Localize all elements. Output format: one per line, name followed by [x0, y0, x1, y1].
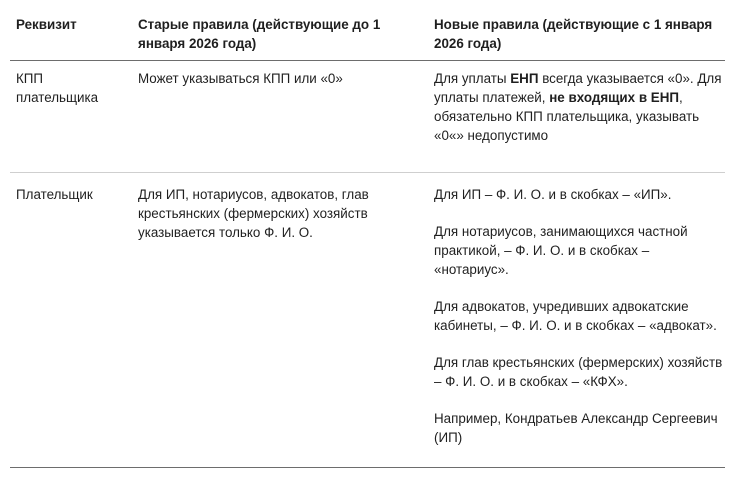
table-row-payer — [10, 173, 725, 468]
new-rule-example: Например, Кондратьев Александр Сергеевич (ИП) — [434, 411, 718, 445]
new-rule-kpp: Для уплаты ЕНП всегда указывается «0». Для уплаты платежей, не входящих в ЕНП, обязательно КПП плательщика, указывать «0«» недопустимо — [434, 71, 722, 143]
header-new-rules: Новые правила (действующие с 1 января 2026 года) — [434, 17, 713, 51]
requisite-kpp: КПП плательщика — [16, 71, 99, 105]
requisite-payer: Плательщик — [16, 187, 93, 202]
old-rule-payer: Для ИП, нотариусов, адвокатов, глав крестьянских (фермерских) хозяйств указывается только Ф. И. О. — [138, 187, 369, 240]
table-row-kpp — [10, 61, 725, 173]
requisites-comparison-table — [10, 7, 725, 468]
new-rule-kfh: Для глав крестьянских (фермерских) хозяйств – Ф. И. О. и в скобках – «КФХ». — [434, 355, 723, 389]
new-rule-notary: Для нотариусов, занимающихся частной практикой, – Ф. И. О. и в скобках – «нотариус». — [434, 224, 688, 277]
new-rule-ip: Для ИП – Ф. И. О. и в скобках – «ИП». — [434, 187, 672, 202]
new-rule-payer — [428, 173, 725, 467]
old-rule-kpp: Может указываться КПП или «0» — [138, 71, 343, 86]
new-rule-lawyer: Для адвокатов, учредивших адвокатские кабинеты, – Ф. И. О. и в скобках – «адвокат». — [434, 299, 717, 333]
table-header-row — [10, 7, 725, 61]
header-requisite: Реквизит — [16, 17, 77, 32]
header-old-rules: Старые правила (действующие до 1 января 2026 года) — [138, 17, 381, 51]
